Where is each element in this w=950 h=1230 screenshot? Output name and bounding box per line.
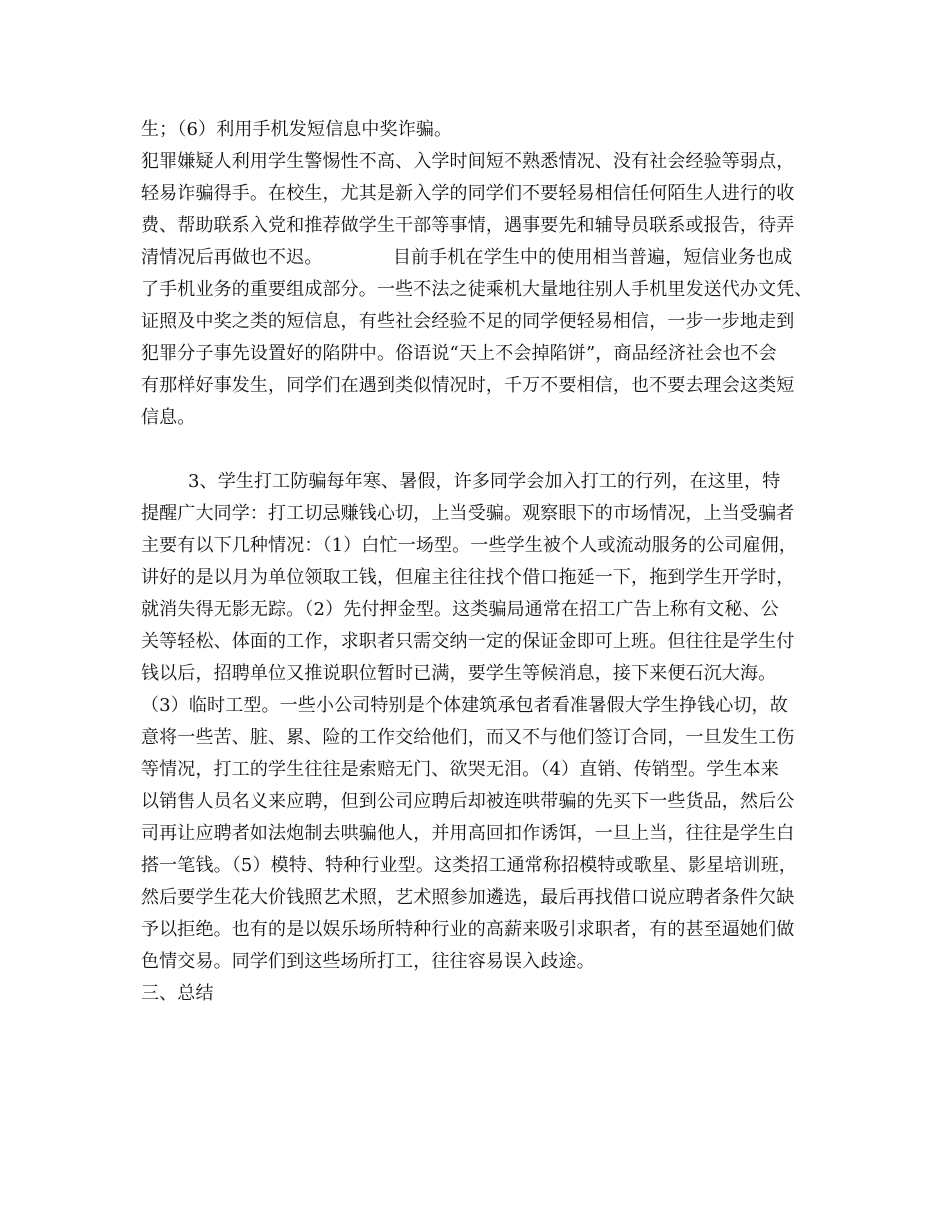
text-line-16: 关等轻松、体面的工作，求职者只需交纳一定的保证金即可上班。但往往是学生付: [141, 631, 795, 652]
text-line-1: 生；（6）利用手机发短信息中奖诈骗。: [141, 119, 453, 140]
text-line-15: 就消失得无影无踪。（2）先付押金型。这类骗局通常在招工广告上称有文秘、公: [141, 599, 779, 620]
text-line-22: 司再让应聘者如法炮制去哄骗他人，并用高回扣作诱饵，一旦上当，往往是学生白: [141, 823, 795, 844]
text-line-17: 钱以后，招聘单位又推说职位暂时已满，要学生等候消息，接下来便石沉大海。: [141, 663, 777, 684]
text-line-26: 色情交易。同学们到这些场所打工，往往容易误入歧途。: [141, 951, 595, 972]
text-line-13: 主要有以下几种情况：（1）白忙一场型。一些学生被个人或流动服务的公司雇佣，: [141, 535, 797, 556]
text-line-14: 讲好的是以月为单位领取工钱，但雇主往往找个借口拖延一下，拖到学生开学时，: [141, 567, 795, 588]
text-line-3: 轻易诈骗得手。在校生，尤其是新入学的同学们不要轻易相信任何陌生人进行的收: [141, 183, 795, 204]
text-line-5: 清情况后再做也不迟。 目前手机在学生中的使用相当普遍，短信业务也成: [141, 247, 793, 268]
text-line-8: 犯罪分子事先设置好的陷阱中。俗语说“天上不会掉陷饼”，商品经济社会也不会: [141, 343, 777, 364]
text-line-9: 有那样好事发生，同学们在遇到类似情况时，千万不要相信，也不要去理会这类短: [141, 375, 795, 396]
text-line-25: 予以拒绝。也有的是以娱乐场所特种行业的高薪来吸引求职者，有的甚至逼她们做: [141, 919, 795, 940]
text-line-7: 证照及中奖之类的短信息，有些社会经验不足的同学便轻易相信，一步一步地走到: [141, 311, 795, 332]
text-line-24: 然后要学生花大价钱照艺术照，艺术照参加遴选，最后再找借口说应聘者条件欠缺: [141, 887, 795, 908]
text-line-19: 意将一些苦、脏、累、险的工作交给他们，而又不与他们签订合同，一旦发生工伤: [141, 727, 795, 748]
text-line-12: 提醒广大同学：打工切忌赚钱心切，上当受骗。观察眼下的市场情况，上当受骗者: [141, 503, 795, 524]
text-line-21: 以销售人员名义来应聘，但到公司应聘后却被连哄带骗的先买下一些货品，然后公: [141, 791, 795, 812]
text-line-4: 费、帮助联系入党和推荐做学生干部等事情，遇事要先和辅导员联系或报告，待弄: [141, 215, 795, 236]
text-line-18: （3）临时工型。一些小公司特别是个体建筑承包者看准暑假大学生挣钱心切，故: [141, 695, 788, 716]
text-line-10: 信息。: [141, 407, 196, 428]
text-line-20: 等情况，打工的学生往往是索赔无门、欲哭无泪。（4）直销、传销型。学生本来: [141, 759, 779, 780]
section-heading: 三、总结: [141, 983, 214, 1004]
text-line-23: 搭一笔钱。（5）模特、特种行业型。这类招工通常称招模特或歌星、影星培训班，: [141, 855, 797, 876]
text-line-2: 犯罪嫌疑人利用学生警惕性不高、入学时间短不熟悉情况、没有社会经验等弱点，: [141, 151, 795, 172]
text-line-6: 了手机业务的重要组成部分。一些不法之徒乘机大量地往别人手机里发送代办文凭、: [141, 279, 813, 300]
text-line-11: 3、学生打工防骗每年寒、暑假，许多同学会加入打工的行列，在这里，特: [141, 471, 781, 492]
